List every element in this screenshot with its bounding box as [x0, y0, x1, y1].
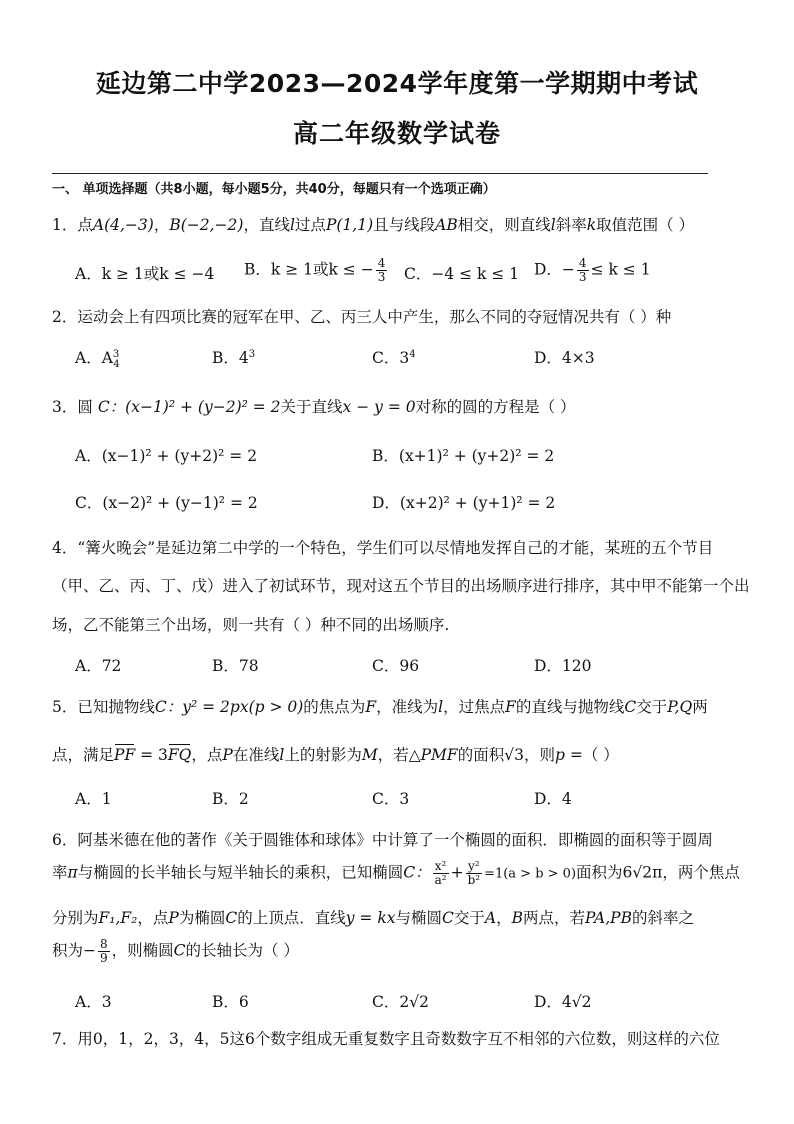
question-5-line-2: 点，满足PF = 3FQ，点P在准线l上的射影为M，若△PMF的面积√3，则p =（ ）: [52, 746, 619, 764]
section-heading: 一、 单项选择题（共8小题，每小题5分，共40分，每题只有一个选项正确）: [52, 182, 496, 197]
question-2-option-d: D．4×3: [534, 349, 595, 367]
question-5-line-1: 5．已知抛物线C：y² = 2px(p > 0)的焦点为F，准线为l，过焦点F的直线与抛物线C交于P,Q两: [52, 698, 708, 716]
question-4-option-c: C．96: [372, 657, 420, 675]
exam-title: 延边第二中学2023—2024学年度第一学期期中考试: [95, 69, 699, 98]
question-2-option-b: B．$4^3$: [212, 348, 256, 367]
question-4-option-a: A．72: [75, 657, 122, 675]
question-6-option-c: C．2√2: [372, 993, 429, 1011]
question-4-line-1: 4．“篝火晚会”是延边第二中学的一个特色，学生们可以尽情地发挥自己的才能，某班的五个节目: [52, 539, 714, 557]
question-7-line-1: 7．用0，1，2，3，4，5这6个数字组成无重复数字且奇数数字互不相邻的六位数，则这样的六位: [52, 1030, 720, 1048]
question-2-stem: 2．运动会上有四项比赛的冠军在甲、乙、丙三人中产生，那么不同的夺冠情况共有（ ）种: [52, 308, 672, 326]
exam-subtitle: 高二年级数学试卷: [292, 119, 501, 148]
question-1-stem: 1．点A(4,−3)，B(−2,−2)，直线l过点P(1,1)且与线段AB相交，则直线l斜率k取值范围（ ）: [52, 216, 695, 234]
question-4-line-3: 场，乙不能第三个出场，则一共有（ ）种不同的出场顺序.: [52, 616, 450, 634]
question-6-line-2: 率π与椭圆的长半轴长与短半轴长的乘积，已知椭圆C： $\frac{\text{x²}}{\text{a²}}$ + $\frac{\text{y²}}{\text{b²}}$ =1(a > b > 0)面积为6√2π，两个焦点: [52, 859, 740, 887]
question-6-option-a: A．3: [75, 993, 112, 1011]
question-1-option-a: A．k ≥ 1或k ≤ −4: [75, 265, 215, 283]
question-3-option-d: D．(x+2)² + (y+1)² = 2: [372, 494, 556, 512]
question-3-option-a: A．(x−1)² + (y+2)² = 2: [75, 447, 258, 465]
question-6-line-1: 6．阿基米德在他的著作《关于圆锥体和球体》中计算了一个椭圆的面积．即椭圆的面积等于圆周: [52, 831, 713, 849]
question-4-option-d: D．120: [534, 657, 592, 675]
question-4-option-b: B．78: [212, 657, 259, 675]
question-6-option-b: B．6: [212, 993, 249, 1011]
question-6-line-3: 分别为F₁,F₂，点P为椭圆C的上顶点．直线y = kx与椭圆C交于A，B两点，若PA,PB的斜率之: [52, 909, 694, 927]
question-1-option-c: C．−4 ≤ k ≤ 1: [404, 265, 520, 283]
question-5-option-a: A．1: [75, 790, 112, 808]
question-3-stem: 3．圆 C：(x−1)² + (y−2)² = 2关于直线x − y = 0对称的圆的方程是（ ）: [52, 398, 576, 416]
question-5-option-d: D．4: [534, 790, 572, 808]
question-2-option-c: C．$3^4$: [372, 348, 416, 367]
question-4-line-2: （甲、乙、丙、丁、戊）进入了初试环节，现对这五个节目的出场顺序进行排序，其中甲不能第一个出: [52, 577, 750, 595]
question-3-option-b: B．(x+1)² + (y+2)² = 2: [372, 447, 555, 465]
header-divider: [52, 173, 708, 174]
question-6-option-d: D．4√2: [534, 993, 592, 1011]
question-2-option-a: A．$A^3_4$: [75, 348, 120, 371]
question-5-option-c: C．3: [372, 790, 410, 808]
question-5-option-b: B．2: [212, 790, 249, 808]
question-3-option-c: C．(x−2)² + (y−1)² = 2: [75, 494, 258, 512]
question-1-option-d: D．− $\frac{4}{3}$ ≤ k ≤ 1: [534, 256, 651, 284]
question-1-option-b: B．k ≥ 1或k ≤ − $\frac{4}{3}$: [244, 256, 386, 284]
question-6-line-4: 积为− $\frac{8}{9}$ ，则椭圆C的长轴长为（ ）: [52, 937, 299, 965]
